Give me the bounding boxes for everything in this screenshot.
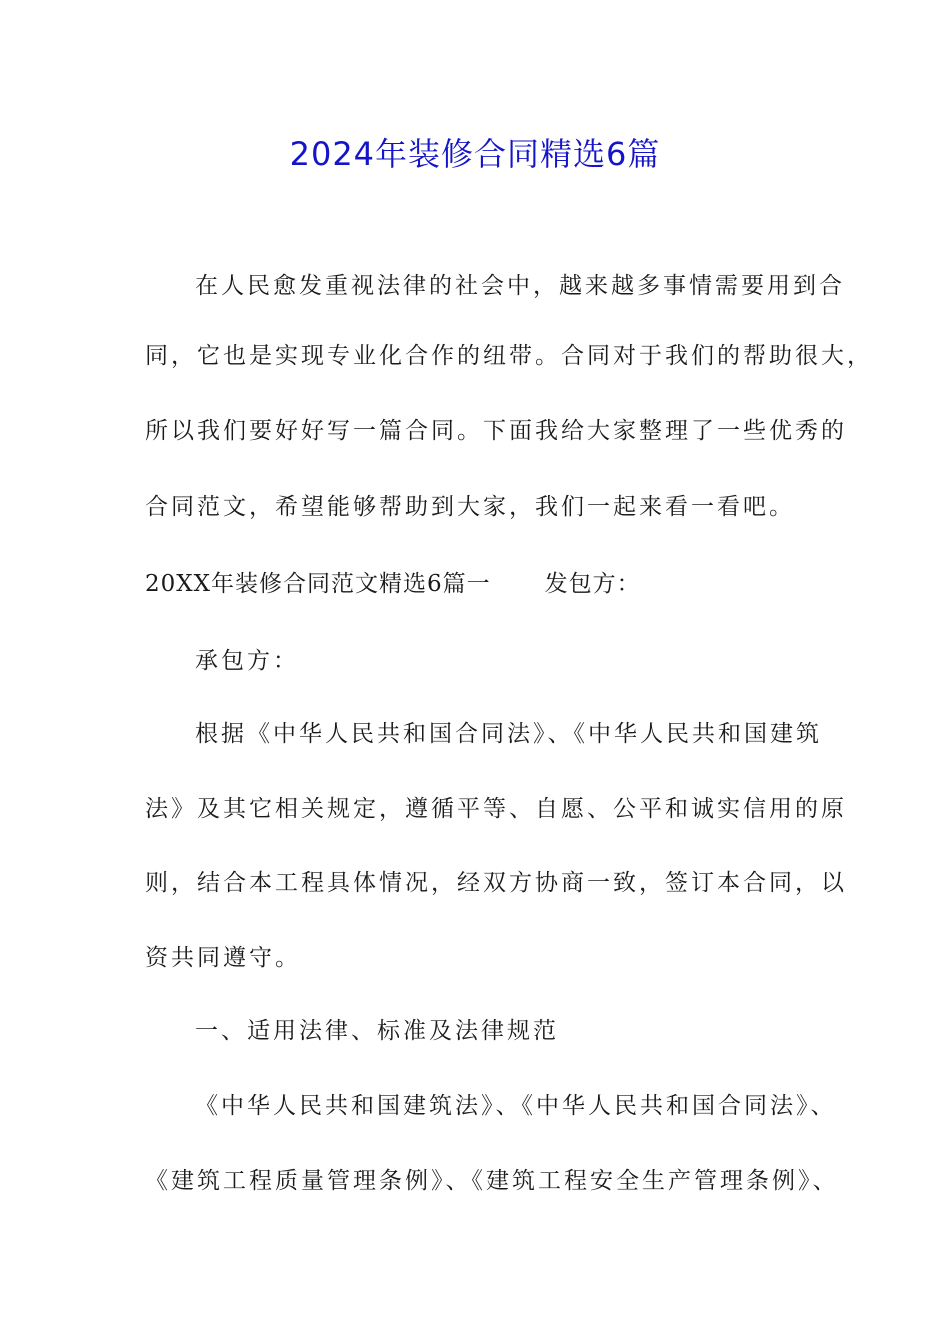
section-heading-row: [145, 566, 641, 602]
party-a-label: 发包方：: [544, 571, 641, 597]
clause1-line-1: 《中华人民共和国建筑法》、《中华人民共和国合同法》、: [195, 1093, 837, 1119]
intro-line-2: 同，它也是实现专业化合作的纽带。合同对于我们的帮助很大，: [145, 343, 873, 369]
intro-line-4: 合同范文，希望能够帮助到大家，我们一起来看一看吧。: [145, 494, 795, 520]
clause1-heading: 一、适用法律、标准及法律规范: [195, 1018, 559, 1044]
basis-line-3: 则，结合本工程具体情况，经双方协商一致，签订本合同，以: [145, 870, 847, 896]
basis-line-4: 资共同遵守。: [145, 945, 301, 971]
clause1-line-2: 《建筑工程质量管理条例》、《建筑工程安全生产管理条例》、: [145, 1168, 839, 1194]
intro-line-1: 在人民愈发重视法律的社会中，越来越多事情需要用到合: [195, 273, 845, 299]
intro-line-3: 所以我们要好好写一篇合同。下面我给大家整理了一些优秀的: [145, 418, 847, 444]
party-b-label: 承包方：: [195, 648, 299, 674]
basis-line-1: 根据《中华人民共和国合同法》、《中华人民共和国建筑: [195, 721, 822, 747]
basis-line-2: 法》及其它相关规定，遵循平等、自愿、公平和诚实信用的原: [145, 796, 847, 822]
document-title: 2024年装修合同精选6篇: [289, 135, 661, 173]
section-heading: 20XX年装修合同范文精选6篇一: [145, 571, 491, 597]
